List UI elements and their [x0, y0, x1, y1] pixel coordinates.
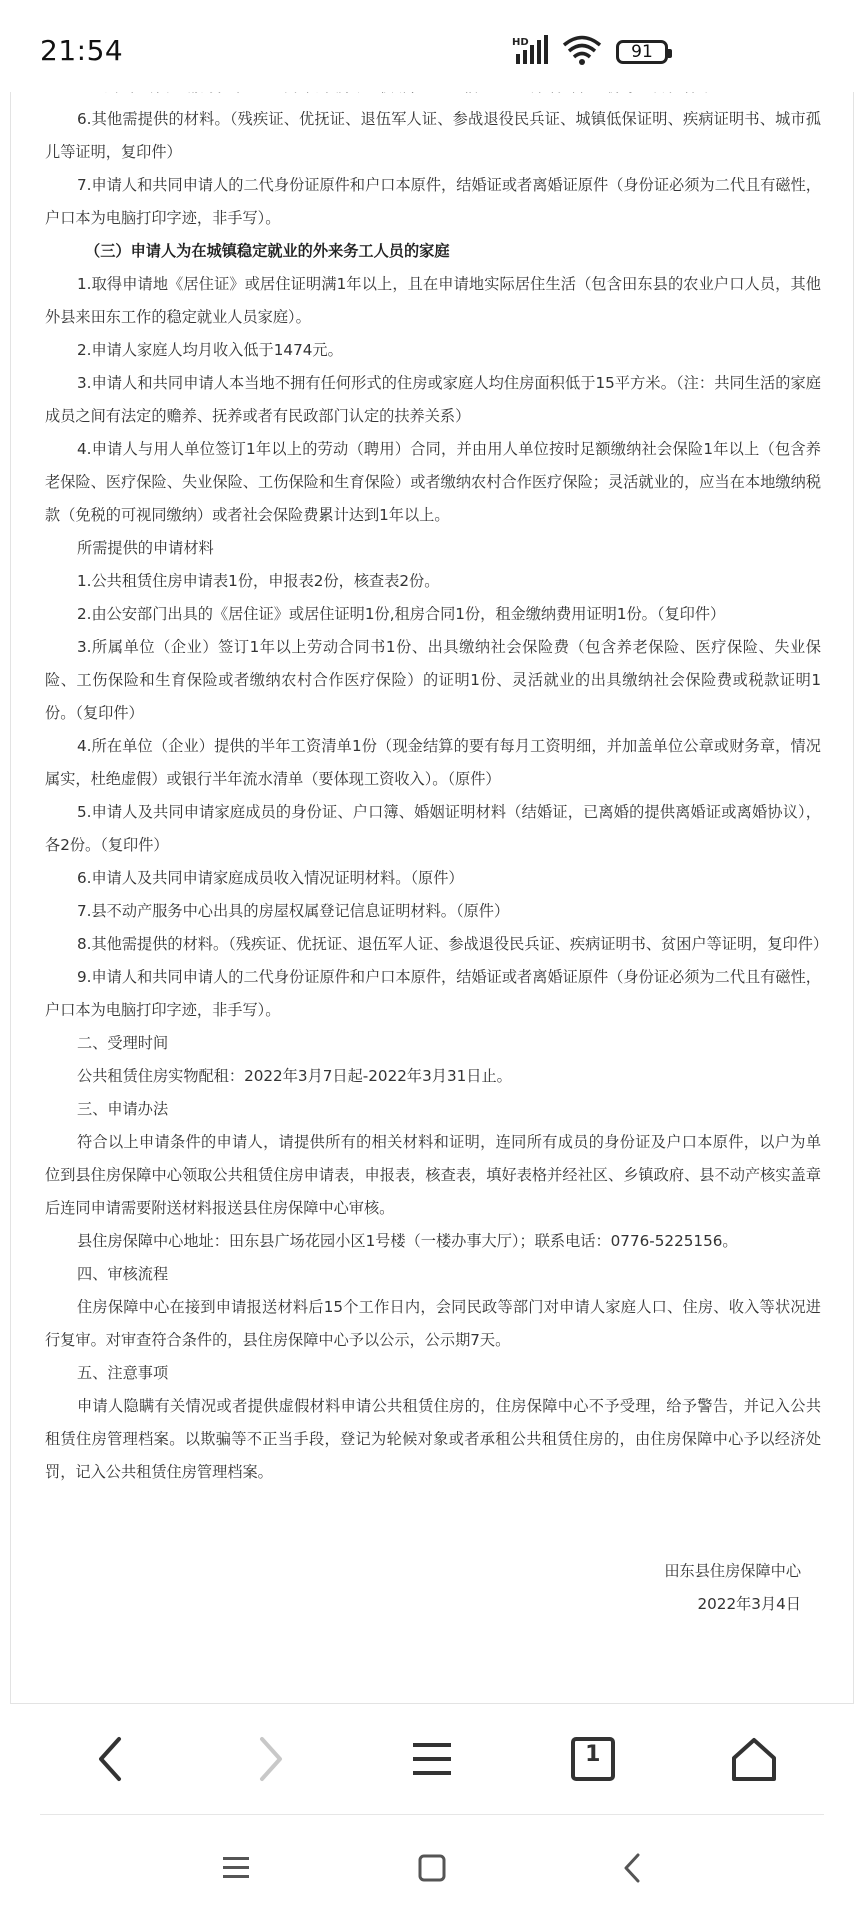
- paragraph: 3.申请人和共同申请人本当地不拥有任何形式的住房或家庭人均住房面积低于15平方米。（注：共同生活的家庭成员之间有法定的赡养、抚养或者有民政部门认定的扶养关系）: [45, 374, 821, 425]
- hamburger-menu-icon: [411, 1739, 453, 1779]
- paragraph: 所需提供的申请材料: [77, 539, 214, 557]
- paragraph: 申请人隐瞒有关情况或者提供虚假材料申请公共租赁住房的，住房保障中心不予受理，给予警告，并记入公共租赁住房管理档案。以欺骗等不正当手段，登记为轮候对象或者承租公共租赁住房的，由住房保障中心予以经济处罚，记入公共租赁住房管理档案。: [45, 1397, 821, 1481]
- paragraph: 县住房保障中心地址：田东县广场花园小区1号楼（一楼办事大厅）；联系电话：0776-5225156。: [77, 1232, 738, 1250]
- paragraph: 住房保障中心在接到申请报送材料后15个工作日内，会同民政等部门对申请人家庭人口、住房、收入等状况进行复审。对审查符合条件的，县住房保障中心予以公示，公示期7天。: [45, 1298, 821, 1349]
- status-bar: [0, 0, 864, 92]
- back-arrow-icon: [620, 1852, 644, 1884]
- paragraph: 4.所在单位（企业）提供的半年工资清单1份（现金结算的要有每月工资明细，并加盖单位公章或财务章，情况属实，杜绝虚假）或银行半年流水清单（要体现工资收入）。（原件）: [45, 737, 821, 788]
- system-back-button[interactable]: [610, 1846, 654, 1890]
- article-body: [11, 70, 853, 1621]
- paragraph: 6.申请人及共同申请家庭成员收入情况证明材料。（原件）: [77, 869, 464, 887]
- recents-button[interactable]: [214, 1846, 258, 1890]
- forward-button[interactable]: [236, 1724, 306, 1794]
- chevron-right-icon: [254, 1735, 288, 1783]
- menu-button[interactable]: [397, 1724, 467, 1794]
- tab-count: 1: [585, 1742, 601, 1767]
- signal-icon: [512, 34, 556, 66]
- paragraph: 9.申请人和共同申请人的二代身份证原件和户口本原件，结婚证或者离婚证原件（身份证必须为二代且有磁性，户口本为电脑打印字迹，非手写）。: [45, 968, 821, 1019]
- signature-date: 2022年3月4日: [697, 1595, 801, 1613]
- network-label: HD: [512, 37, 529, 48]
- tabs-button[interactable]: [558, 1724, 628, 1794]
- square-home-icon: [418, 1854, 446, 1882]
- section-heading: （三）申请人为在城镇稳定就业的外来务工人员的家庭: [85, 242, 450, 260]
- paragraph: 8.其他需提供的材料。（残疾证、优抚证、退伍军人证、参战退役民兵证、疾病证明书、贫困户等证明，复印件）: [77, 935, 829, 953]
- article-content: [10, 70, 854, 1704]
- battery-indicator: [616, 40, 668, 64]
- paragraph: 三、申请办法: [77, 1100, 169, 1118]
- paragraph: 2.由公安部门出具的《居住证》或居住证明1份,租房合同1份，租金缴纳费用证明1份。（复印件）: [77, 605, 726, 623]
- paragraph: 2.申请人家庭人均月收入低于1474元。: [77, 341, 343, 359]
- system-home-button[interactable]: [410, 1846, 454, 1890]
- recents-menu-icon: [221, 1855, 251, 1881]
- paragraph: 1.公共租赁住房申请表1份，申报表2份，核查表2份。: [77, 572, 440, 590]
- back-button[interactable]: [75, 1724, 145, 1794]
- paragraph: 五、注意事项: [77, 1364, 169, 1382]
- paragraph: 公共租赁住房实物配租：2022年3月7日起-2022年3月31日止。: [77, 1067, 512, 1085]
- paragraph: 符合以上申请条件的申请人，请提供所有的相关材料和证明，连同所有成员的身份证及户口本原件，以户为单位到县住房保障中心领取公共租赁住房申请表，申报表，核查表，填好表格并经社区、乡镇政府、县不动产核实盖章后连同申请需要附送材料报送县住房保障中心审核。: [45, 1133, 821, 1217]
- browser-toolbar: [0, 1704, 864, 1814]
- paragraph: 二、受理时间: [77, 1034, 169, 1052]
- paragraph: 7.县不动产服务中心出具的房屋权属登记信息证明材料。（原件）: [77, 902, 510, 920]
- paragraph: 6.其他需提供的材料。（残疾证、优抚证、退伍军人证、参战退役民兵证、城镇低保证明、疾病证明书、城市孤儿等证明，复印件）: [45, 110, 821, 161]
- battery-level: 91: [631, 42, 653, 62]
- signature-org: 田东县住房保障中心: [664, 1562, 801, 1580]
- chevron-left-icon: [93, 1735, 127, 1783]
- wifi-icon: [562, 34, 602, 66]
- paragraph: 四、审核流程: [77, 1265, 169, 1283]
- status-time: 21:54: [40, 34, 124, 67]
- paragraph: 1.取得申请地《居住证》或居住证明满1年以上，且在申请地实际居住生活（包含田东县的农业户口人员，其他外县来田东工作的稳定就业人员家庭）。: [45, 275, 821, 326]
- paragraph: 4.申请人与用人单位签订1年以上的劳动（聘用）合同，并由用人单位按时足额缴纳社会保险1年以上（包含养老保险、医疗保险、失业保险、工伤保险和生育保险）或者缴纳农村合作医疗保险；灵活就业的，应当在本地缴纳税款（免税的可视同缴纳）或者社会保险费累计达到1年以上。: [45, 440, 821, 524]
- paragraph: 7.申请人和共同申请人的二代身份证原件和户口本原件，结婚证或者离婚证原件（身份证必须为二代且有磁性，户口本为电脑打印字迹，非手写）。: [45, 176, 821, 227]
- home-icon: [730, 1736, 778, 1782]
- home-button[interactable]: [719, 1724, 789, 1794]
- paragraph: 5.申请人及共同申请家庭成员的身份证、户口簿、婚姻证明材料（结婚证，已离婚的提供离婚证或离婚协议），各2份。（复印件）: [45, 803, 821, 854]
- paragraph: 3.所属单位（企业）签订1年以上劳动合同书1份、出具缴纳社会保险费（包含养老保险、医疗保险、失业保险、工伤保险和生育保险或者缴纳农村合作医疗保险）的证明1份、灵活就业的出具缴纳社会保险费或税款证明1份。（复印件）: [45, 638, 821, 722]
